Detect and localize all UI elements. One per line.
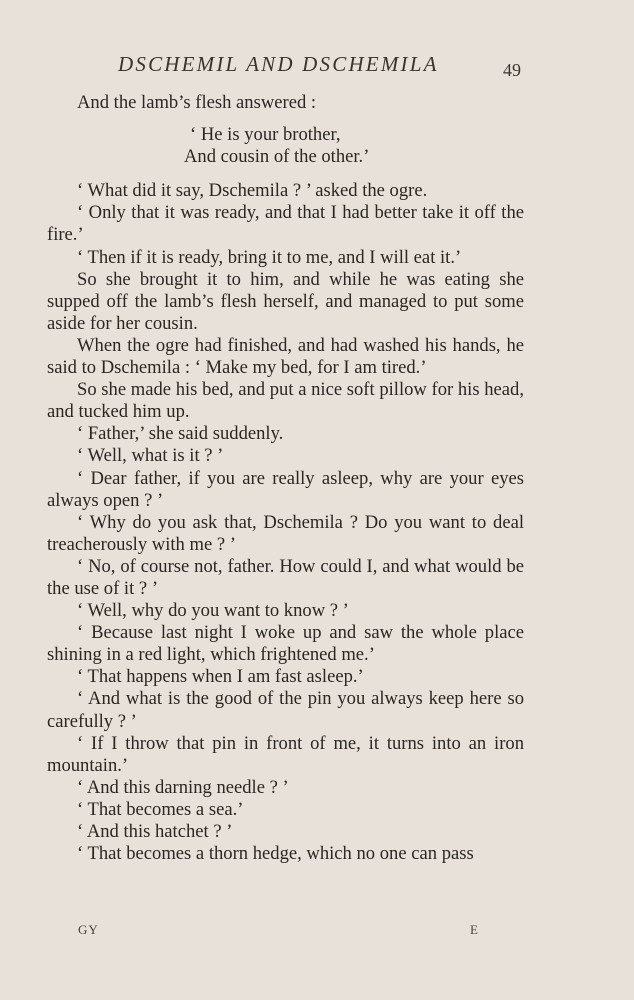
intro-line: And the lamb’s flesh answered :	[77, 92, 317, 113]
paragraph: ‘ Well, what is it ? ’	[77, 445, 224, 467]
paragraph: ‘ Why do you ask that, Dschemila ? Do you want to deal treacherously with me ? ’	[47, 511, 524, 555]
sheet-letter: E	[470, 922, 478, 937]
paragraph: ‘ Well, why do you want to know ? ’	[77, 600, 349, 622]
paragraph: ‘ And this darning needle ? ’	[77, 776, 289, 798]
paragraph: ‘ No, of course not, father. How could I, and what would be the use of it ? ’	[47, 555, 524, 599]
paragraph: When the ogre had finished, and had washed his hands, he said to Dschemila : ‘ Make my bed, for I am tired.’	[47, 334, 524, 379]
page-header	[0, 52, 634, 82]
page-footer	[0, 922, 634, 942]
body-text	[47, 92, 524, 865]
paragraph: ‘ If I throw that pin in front of me, it turns into an iron mountain.’	[47, 732, 524, 776]
paragraph: ‘ That becomes a sea.’	[77, 798, 244, 820]
verse-line: And cousin of the other.’	[184, 146, 370, 168]
paragraph: ‘ And this hatchet ? ’	[77, 821, 233, 842]
paragraph: ‘ And what is the good of the pin you always keep here so carefully ? ’	[47, 688, 524, 732]
page-number: 49	[503, 60, 521, 80]
paragraph: ‘ What did it say, Dschemila ? ’ asked the ogre.	[77, 180, 428, 202]
verse-line: ‘ He is your brother,	[190, 124, 341, 146]
paragraph: ‘ Because last night I woke up and saw the whole place shining in a red light, which frightened me.’	[47, 622, 524, 666]
paragraph: So she brought it to him, and while he was eating she supped off the lamb’s flesh herself, and managed to put some aside for her cousin.	[47, 268, 524, 334]
paragraph: ‘ Only that it was ready, and that I had better take it off the fire.’	[47, 202, 524, 246]
paragraph: ‘ That becomes a thorn hedge, which no one can pass	[77, 843, 474, 865]
verse	[184, 124, 524, 168]
paragraph: ‘ Dear father, if you are really asleep, why are your eyes always open ? ’	[47, 467, 524, 511]
paragraph: ‘ Then if it is ready, bring it to me, and I will eat it.’	[77, 246, 462, 268]
paragraph: ‘ Father,’ she said suddenly.	[77, 423, 284, 445]
paragraph: ‘ That happens when I am fast asleep.’	[77, 666, 364, 688]
paragraph: So she made his bed, and put a nice soft pillow for his head, and tucked him up.	[47, 379, 524, 423]
running-title: DSCHEMIL AND DSCHEMILA	[118, 52, 439, 76]
signature-mark: GY	[78, 922, 99, 937]
